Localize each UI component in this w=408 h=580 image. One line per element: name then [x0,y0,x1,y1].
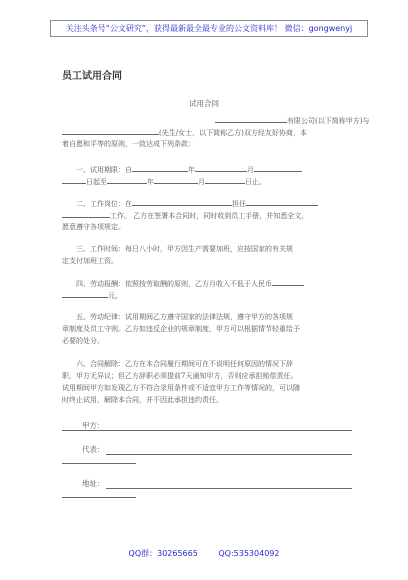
address-line [106,488,352,489]
signature-representative: 代表： [82,445,105,454]
clause-1-line-1: 一、试用期限：自 年 月 [62,163,352,176]
clause-3-line-2: 定支付加班工资。 [62,257,118,265]
clause-6-line-4: 时终止试用，解除本合同，并不因此承担违约责任。 [62,396,223,404]
clause-5-line-2: 章制度及员工守则。乙方如违反企业的规章制度，甲方可以根据情节轻重给予 [62,325,300,333]
clause-6-line-1: 六、合同解除：乙方在本合同履行期间可在不说明任何原因的情况下辞 [76,360,293,368]
party-a-line [106,430,352,431]
footer-contact: QQ群：30265665 QQ:535304092 [128,549,280,558]
party-a-line-left [62,430,136,431]
clause-3-line-1: 三、工作时间：每日八小时，甲方因生产需要加班，应按国家的有关规 [76,245,293,253]
clause-6-line-2: 职，甲方无异议；但乙方辞职必须提前7天通知甲方，否则应承担赔偿责任。 [62,372,298,380]
clause-1-line-2: 日起至 年 月 日止。 [62,175,352,188]
clause-6-line-3: 试用期间甲方如发现乙方不符合录用条件或不适宜甲方工作等情况的，可以随 [62,384,300,392]
intro-line-1: 有限公司(以下简称甲方)与 [62,114,352,127]
representative-line [106,454,352,455]
address-line-left [62,497,136,498]
document-title: 员工试用合同 [62,71,122,82]
clause-2-line-3: 愿意遵守各项规定。 [62,223,125,231]
clause-2-line-2: 工作。 乙方在签署本合同时，同时收到员工手册，并知悉全文， [62,209,352,222]
intro-line-2: (先生/女士，以下简称乙方)双方经友好协商，本 [62,126,352,139]
clause-2-line-1: 二、工作岗位：在 担任 [62,197,352,210]
clause-5-line-1: 五、劳动纪律：试用期间乙方遵守国家的法律法规，遵守甲方的各项规 [76,313,293,321]
header-banner: 关注头条号“公文研究”，获得最新最全最专业的公文资料库！ 微信：gongwenyj [50,20,368,37]
employee-blank [62,126,159,135]
company-blank [215,114,287,123]
clause-4-line-2: 元。 [62,289,352,302]
signature-address: 地址： [82,479,105,488]
contract-subtitle: 试用合同 [189,99,219,108]
intro-line-3: 着自愿和平等的原则，一致达成下列条款： [62,140,195,148]
clause-4-line-1: 四、劳动报酬：依照按劳取酬的原则，乙方月收入不低于人民币 [62,277,352,290]
clause-5-line-3: 必要的处分。 [62,337,104,345]
representative-line-left [62,463,136,464]
signature-party-a: 甲方： [82,421,105,430]
